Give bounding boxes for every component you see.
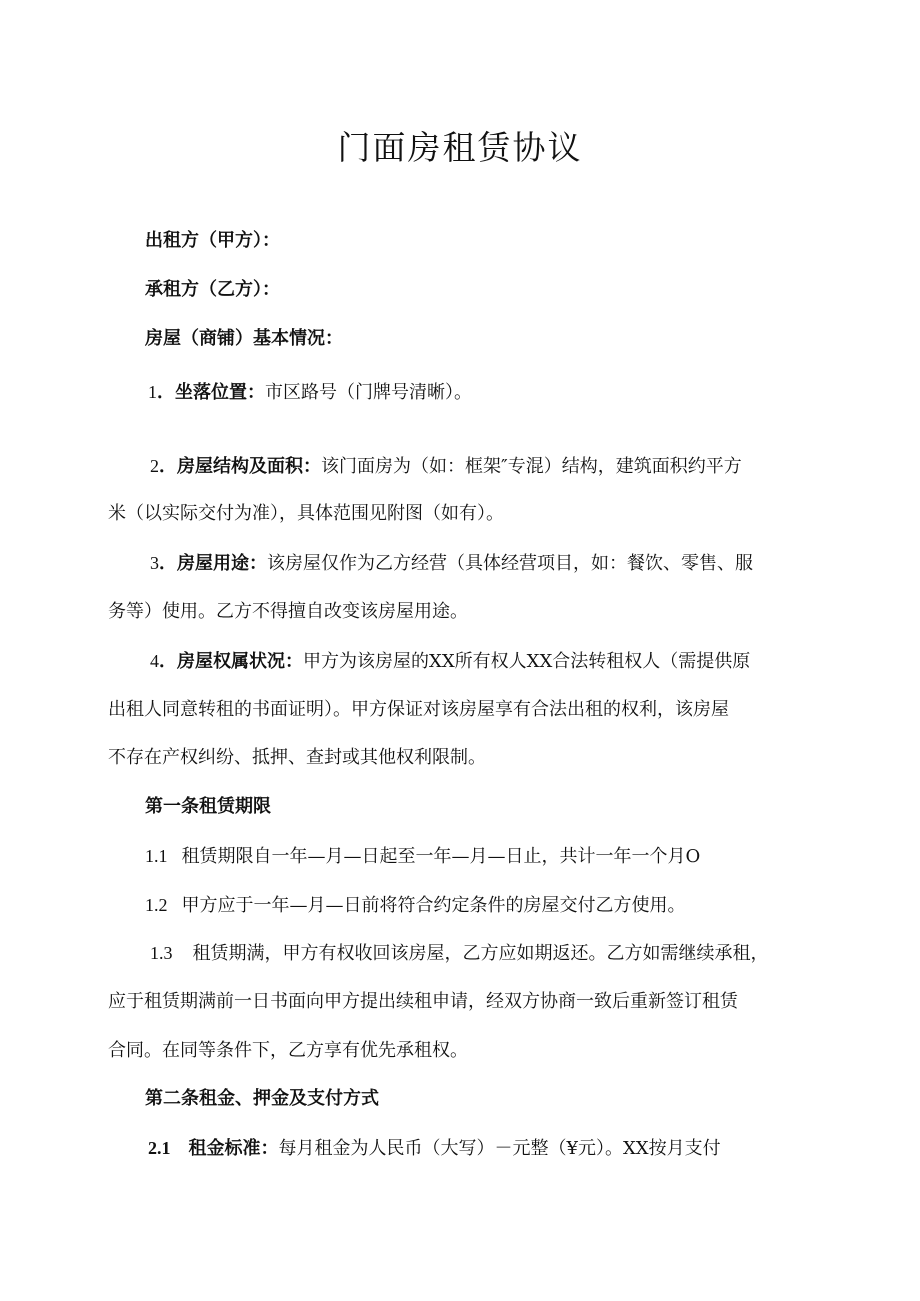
item-text: 甲方为该房屋的XX所有权人XX合法转租权人（需提供原 [303, 651, 751, 672]
article-2-heading: 第二条租金、押金及支付方式 [145, 1088, 379, 1109]
item-structure [150, 454, 742, 479]
item-ownership-cont: 出租人同意转租的书面证明）。甲方保证对该房屋享有合法出租的权利，该房屋 [108, 699, 729, 720]
clause-text: 租赁期满，甲方有权收回该房屋，乙方应如期返还。乙方如需继续承租， [192, 943, 769, 964]
item-label: ．房屋权属状况： [159, 651, 303, 672]
item-label: ．房屋结构及面积： [159, 456, 321, 477]
item-text: 该门面房为（如：框架″专混）结构，建筑面积约平方 [321, 456, 742, 477]
item-ownership [150, 649, 750, 674]
item-location [148, 380, 472, 405]
clause-1-2 [145, 893, 686, 918]
clause-text: 租赁期限自一年—月—日起至一年—月—日止，共计一年一个月O [181, 846, 701, 867]
item-number: 1 [148, 382, 157, 402]
item-structure-cont: 米（以实际交付为准），具体范围见附图（如有）。 [108, 503, 504, 524]
lessor-line: 出租方（甲方）： [145, 230, 280, 251]
clause-number: 1.3 [150, 943, 173, 963]
clause-label: 租金标准： [188, 1138, 279, 1159]
clause-text: 每月租金为人民币（大写）－元整（¥元）。XX按月支付 [278, 1138, 721, 1159]
clause-1-3-cont: 合同。在同等条件下，乙方享有优先承租权。 [108, 1040, 468, 1061]
article-1-heading: 第一条租赁期限 [145, 796, 271, 817]
item-usage-cont: 务等）使用。乙方不得擅自改变该房屋用途。 [108, 601, 468, 622]
clause-text: 甲方应于一年—月—日前将符合约定条件的房屋交付乙方使用。 [181, 895, 686, 916]
item-number: 2 [150, 456, 159, 476]
item-usage [150, 551, 753, 576]
clause-2-1 [148, 1136, 721, 1161]
clause-number: 2.1 [148, 1138, 171, 1158]
item-label: ．房屋用途： [159, 553, 267, 574]
basic-info-heading: 房屋（商铺）基本情况： [145, 328, 343, 349]
document-title: 门面房租赁协议 [337, 128, 583, 167]
clause-number: 1.2 [145, 895, 168, 915]
item-number: 4 [150, 651, 159, 671]
clause-number: 1.1 [145, 846, 168, 866]
item-label: ．坐落位置： [157, 382, 265, 403]
clause-1-1 [145, 844, 700, 869]
clause-1-3-cont: 应于租赁期满前一日书面向甲方提出续租申请，经双方协商一致后重新签订租赁 [108, 991, 738, 1012]
clause-1-3 [150, 941, 769, 966]
item-number: 3 [150, 553, 159, 573]
item-text: 市区路号（门牌号清晰）。 [265, 382, 472, 403]
item-text: 该房屋仅作为乙方经营（具体经营项目，如：餐饮、零售、服 [267, 553, 753, 574]
lessee-line: 承租方（乙方）： [145, 279, 280, 300]
item-ownership-cont: 不存在产权纠纷、抵押、查封或其他权利限制。 [108, 747, 486, 768]
